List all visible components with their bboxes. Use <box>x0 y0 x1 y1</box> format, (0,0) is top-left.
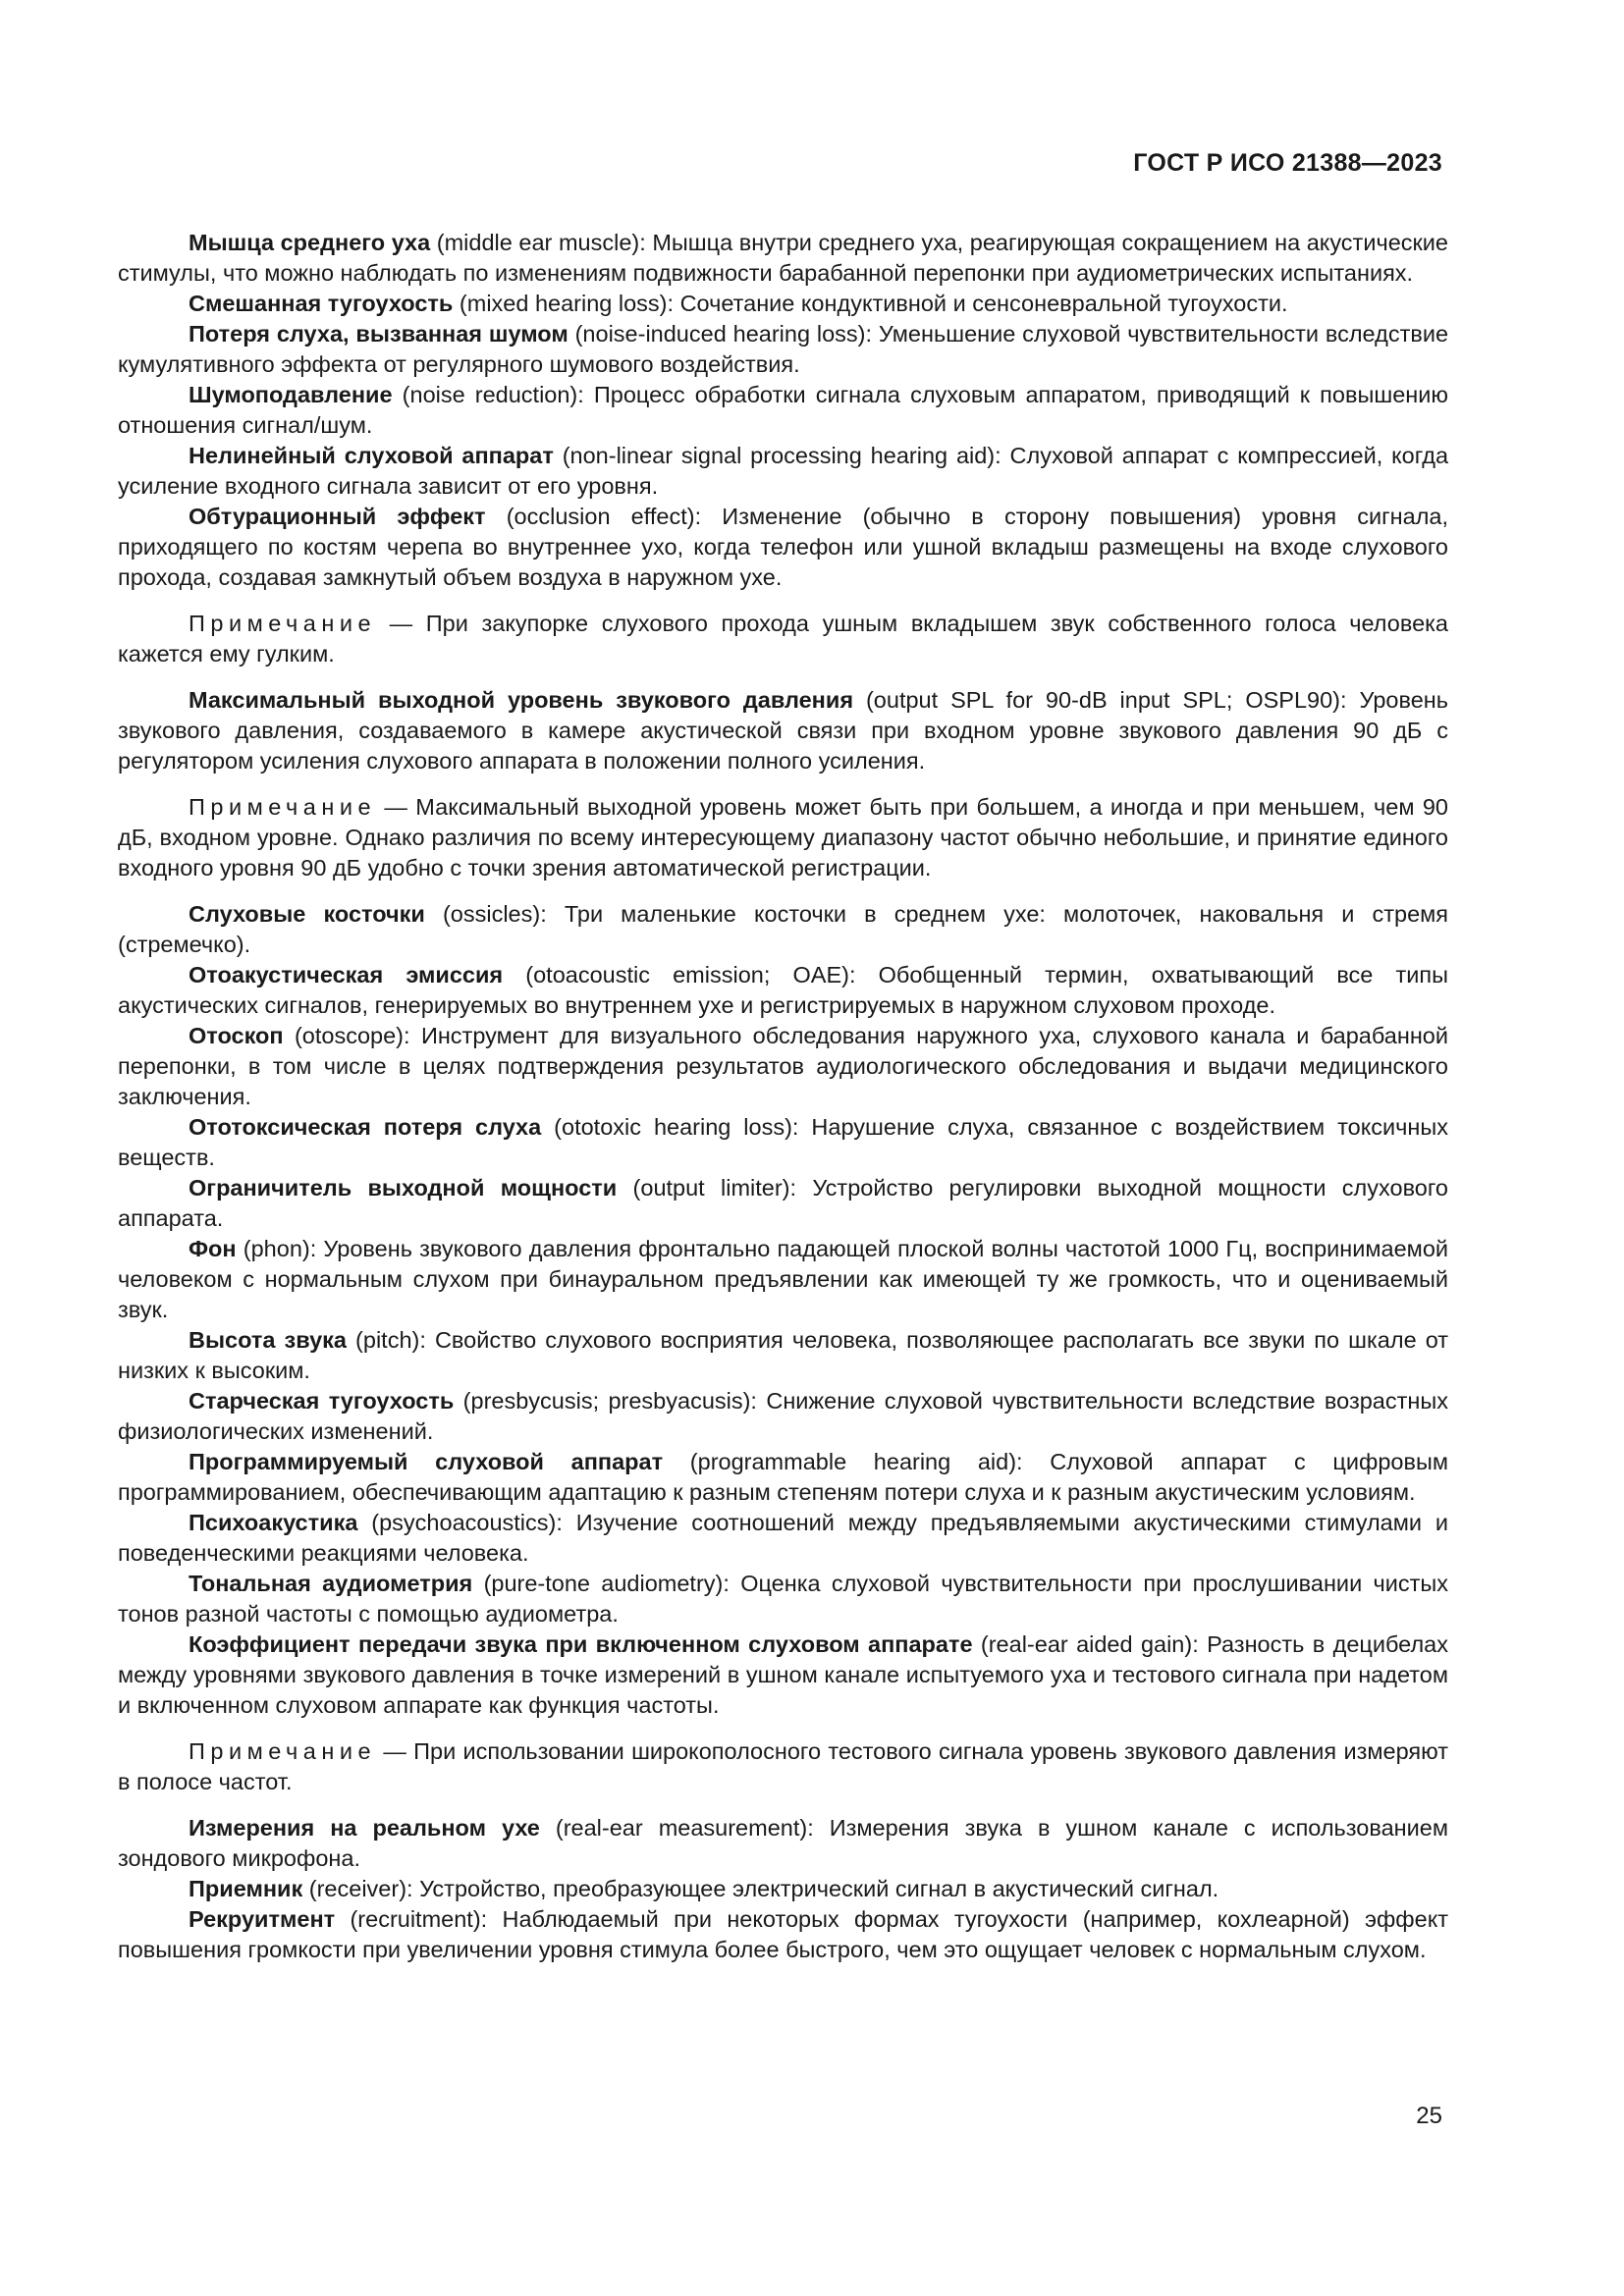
term-definition: Устройство, преобразующее электрический сигнал в акустический сигнал. <box>419 1876 1219 1901</box>
term-definition: Сочетание кондуктивной и сенсоневральной тугоухости. <box>679 291 1288 316</box>
term-english: (non-linear signal processing hearing aid): <box>562 443 1001 468</box>
term-title: Тональная аудиометрия <box>189 1571 473 1596</box>
term-english: (noise reduction): <box>402 382 584 407</box>
term-english: (noise-induced hearing loss): <box>574 321 873 347</box>
term-title: Максимальный выходной уровень звукового давления <box>189 687 854 713</box>
term-title: Нелинейный слуховой аппарат <box>189 443 554 468</box>
term-english: (real-ear aided gain): <box>980 1631 1199 1657</box>
note-label: Примечание <box>189 794 377 820</box>
note-label: Примечание <box>189 611 377 636</box>
term-title: Обтурационный эффект <box>189 504 486 529</box>
term-entry <box>118 1447 1448 1508</box>
term-definition: Свойство слухового восприятия человека, позволяющее располагать все звуки по шкале от низких к высоким. <box>118 1327 1449 1383</box>
term-title: Коэффициент передачи звука при включенном слуховом аппарате <box>189 1631 973 1657</box>
term-english: (pitch): <box>355 1327 426 1353</box>
term-title: Шумоподавление <box>189 382 393 407</box>
term-definition: Разность в децибелах между уровнями звукового давления в точке измерений в ушном канале испытуемого уха и тестового сигнала при надетом и включенном слуховом аппарате как функция частоты. <box>118 1631 1448 1718</box>
term-definition: Изменение (обычно в сторону повышения) уровня сигнала, приходящего по костям черепа во внутреннее ухо, когда телефон или ушной вкладыш размещены на входе слухового прохода, создавая замкнутый объем воздуха в наружном ухе. <box>118 504 1449 590</box>
term-entry <box>118 289 1448 319</box>
term-definition: Три маленькие косточки в среднем ухе: молоточек, наковальня и стремя (стремечко). <box>118 901 1449 957</box>
term-title: Рекруитмент <box>189 1906 336 1932</box>
note-text: — При использовании широкополосного тестового сигнала уровень звукового давления измеряют в полосе частот. <box>118 1738 1448 1794</box>
term-entry <box>118 899 1448 960</box>
term-entry <box>118 228 1448 289</box>
term-entry <box>118 1569 1448 1629</box>
note-label: Примечание <box>189 1738 377 1764</box>
term-definition: Уровень звукового давления фронтально падающей плоской волны частотой 1000 Гц, воспринимаемой человеком с нормальным слухом при бинауральном предъявлении как имеющей ту же громкость, что и оцениваемый звук. <box>118 1236 1449 1322</box>
term-title: Отоскоп <box>189 1023 284 1048</box>
term-title: Старческая тугоухость <box>189 1388 455 1414</box>
term-entry <box>118 1508 1448 1569</box>
term-entry <box>118 502 1448 593</box>
term-definition: Инструмент для визуального обследования наружного уха, слухового канала и барабанной перепонки, в том числе в целях подтверждения результатов аудиологического обследования и выдачи медицинского заключения. <box>118 1023 1449 1109</box>
term-english: (output SPL for 90-dB input SPL; OSPL90): <box>865 687 1347 713</box>
term-title: Психоакустика <box>189 1510 358 1535</box>
term-title: Высота звука <box>189 1327 347 1353</box>
term-english: (ototoxic hearing loss): <box>554 1114 799 1140</box>
term-definition: Устройство регулировки выходной мощности слухового аппарата. <box>118 1175 1448 1231</box>
term-entry <box>118 960 1448 1021</box>
term-entry <box>118 1021 1448 1112</box>
term-entry <box>118 1629 1448 1721</box>
term-definition: Оценка слуховой чувствительности при прослушивании чистых тонов разной частоты с помощью аудиометра. <box>118 1571 1449 1627</box>
term-definition: Слуховой аппарат с цифровым программированием, обеспечивающим адаптацию к разным степеням потери слуха и к разным акустическим условиям. <box>118 1449 1448 1505</box>
document-header: ГОСТ Р ИСО 21388—2023 <box>1133 149 1442 177</box>
note-entry <box>118 609 1448 669</box>
term-english: (receiver): <box>308 1876 413 1901</box>
term-english: (psychoacoustics): <box>371 1510 563 1535</box>
term-english: (middle ear muscle): <box>436 230 646 255</box>
term-entry <box>118 319 1448 380</box>
term-entry <box>118 380 1448 441</box>
term-definition: Изучение соотношений между предъявляемыми акустическими стимулами и поведенческими реакциями человека. <box>118 1510 1448 1566</box>
term-title: Ототоксическая потеря слуха <box>189 1114 542 1140</box>
note-text: — При закупорке слухового прохода ушным вкладышем звук собственного голоса человека кажется ему гулким. <box>118 611 1449 667</box>
term-definition: Измерения звука в ушном канале с использованием зондового микрофона. <box>118 1815 1448 1871</box>
term-title: Потеря слуха, вызванная шумом <box>189 321 568 347</box>
term-entry <box>118 1325 1448 1386</box>
term-definition: Снижение слуховой чувствительности вследствие возрастных физиологических изменений. <box>118 1388 1449 1444</box>
term-title: Отоакустическая эмиссия <box>189 962 504 988</box>
term-english: (phon): <box>243 1236 317 1261</box>
term-entry <box>118 1904 1448 1965</box>
term-english: (otoacoustic emission; OAE): <box>525 962 856 988</box>
term-definition: Нарушение слуха, связанное с воздействием токсичных веществ. <box>118 1114 1449 1170</box>
term-entry <box>118 1874 1448 1904</box>
term-title: Ограничитель выходной мощности <box>189 1175 618 1201</box>
term-entry <box>118 685 1448 776</box>
term-title: Слуховые косточки <box>189 901 425 927</box>
term-english: (ossicles): <box>442 901 547 927</box>
term-definition: Уровень звукового давления, создаваемого в камере акустической связи при входном уровне звукового давления 90 дБ с регулятором усиления слухового аппарата в положении полного усиления. <box>118 687 1448 774</box>
term-english: (programmable hearing aid): <box>689 1449 1023 1474</box>
document-body <box>118 228 1448 1965</box>
term-entry <box>118 1112 1448 1173</box>
term-english: (pure-tone audiometry): <box>483 1571 730 1596</box>
term-english: (real-ear measurement): <box>555 1815 814 1841</box>
page-number: 25 <box>1416 2103 1442 2129</box>
term-english: (output limiter): <box>632 1175 797 1201</box>
term-entry <box>118 1173 1448 1234</box>
note-text: — Максимальный выходной уровень может быть при большем, а иногда и при меньшем, чем 90 дБ, входном уровне. Однако различия по всему интересующему диапазону частот обычно небольшие, и принятие единого входного уровня 90 дБ удобно с точки зрения автоматической регистрации. <box>118 794 1449 881</box>
term-title: Программируемый слуховой аппарат <box>189 1449 664 1474</box>
term-title: Смешанная тугоухость <box>189 291 454 316</box>
term-title: Фон <box>189 1236 237 1261</box>
term-definition: Процесс обработки сигнала слуховым аппаратом, приводящий к повышению отношения сигнал/шум. <box>118 382 1448 438</box>
term-english: (recruitment): <box>350 1906 488 1932</box>
note-entry <box>118 792 1448 883</box>
term-definition: Уменьшение слуховой чувствительности вследствие кумулятивного эффекта от регулярного шумового воздействия. <box>118 321 1449 377</box>
term-definition: Мышца внутри среднего уха, реагирующая сокращением на акустические стимулы, что можно наблюдать по изменениям подвижности барабанной перепонки при аудиометрических испытаниях. <box>118 230 1448 286</box>
term-definition: Обобщенный термин, охватывающий все типы акустических сигналов, генерируемых во внутреннем ухе и регистрируемых в наружном слуховом проходе. <box>118 962 1449 1018</box>
term-entry <box>118 441 1448 502</box>
term-definition: Наблюдаемый при некоторых формах тугоухости (например, кохлеарной) эффект повышения громкости при увеличении уровня стимула более быстрого, чем это ощущает человек с нормальным слухом. <box>118 1906 1448 1962</box>
term-title: Измерения на реальном ухе <box>189 1815 540 1841</box>
term-english: (mixed hearing loss): <box>459 291 675 316</box>
term-entry <box>118 1813 1448 1874</box>
term-english: (presbycusis; presbyacusis): <box>462 1388 757 1414</box>
term-title: Мышца среднего уха <box>189 230 431 255</box>
term-title: Приемник <box>189 1876 303 1901</box>
term-english: (otoscope): <box>294 1023 410 1048</box>
note-entry <box>118 1736 1448 1797</box>
term-definition: Слуховой аппарат с компрессией, когда усиление входного сигнала зависит от его уровня. <box>118 443 1449 499</box>
term-english: (occlusion effect): <box>506 504 702 529</box>
term-entry <box>118 1234 1448 1325</box>
term-entry <box>118 1386 1448 1447</box>
